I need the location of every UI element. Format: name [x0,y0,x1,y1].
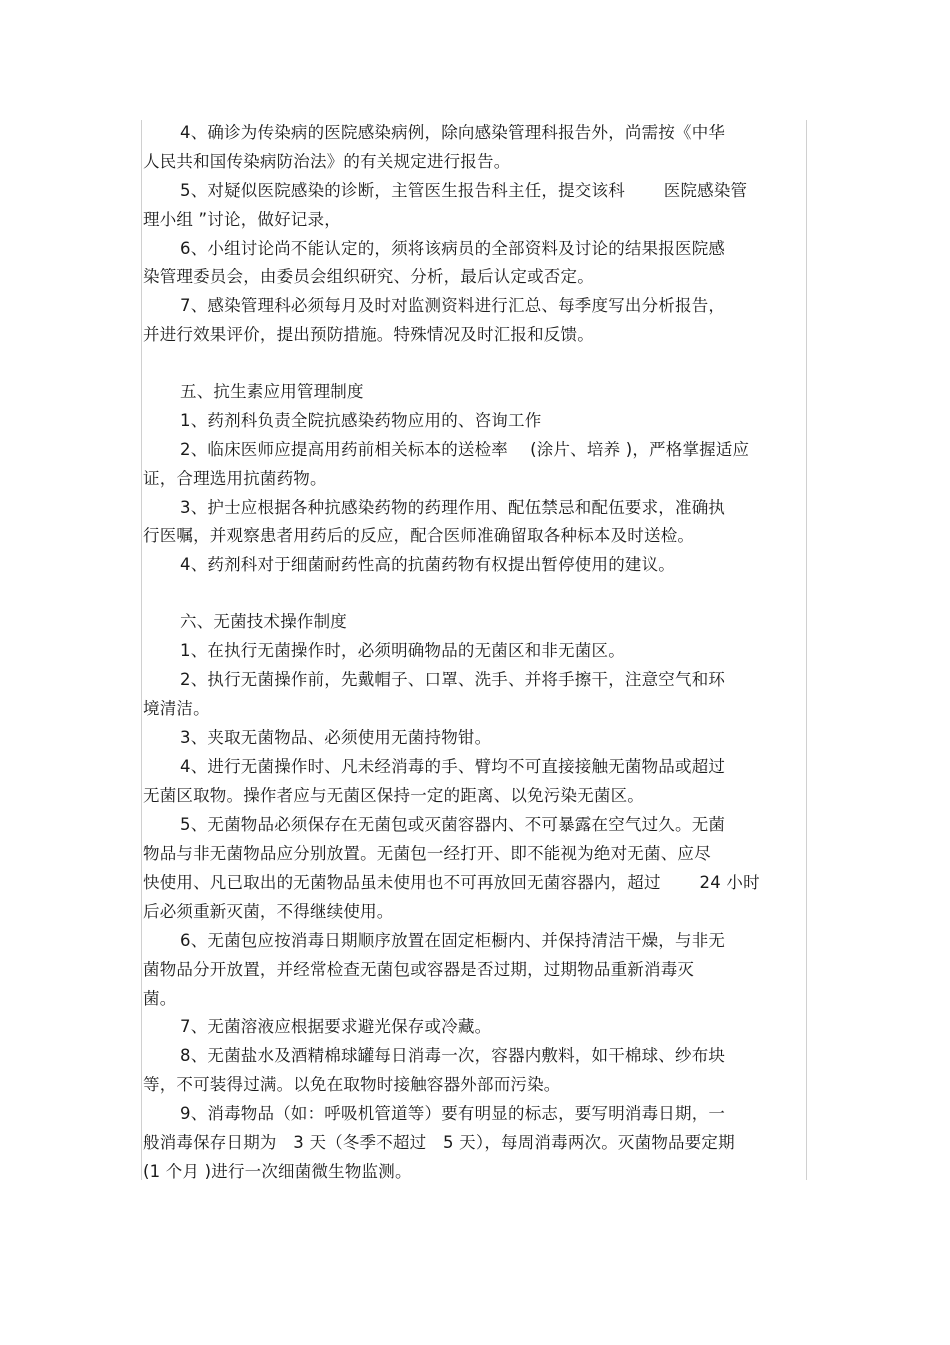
text-line: 理小组 ”讨论，做好记录， [143,210,341,229]
text-line: 7、无菌溶液应根据要求避光保存或冷藏。 [180,1017,492,1036]
text-line: 般消毒保存日期为 3 天（冬季不超过 5 天），每周消毒两次。灭菌物品要定期 [143,1133,735,1152]
page-border-left [141,120,142,1180]
text-line: 人民共和国传染病防治法》的有关规定进行报告。 [143,152,511,171]
text-line: 6、无菌包应按消毒日期顺序放置在固定柜橱内、并保持清洁干燥，与非无 [180,931,726,950]
text-line: 等，不可装得过满。以免在取物时接触容器外部而污染。 [143,1075,561,1094]
text-line: 9、消毒物品（如：呼吸机管道等）要有明显的标志，要写明消毒日期，一 [180,1104,726,1123]
section-heading: 五、抗生素应用管理制度 [180,382,364,401]
page-border-right [806,120,807,1180]
text-line: 后必须重新灭菌，不得继续使用。 [143,902,394,921]
text-line: 3、夹取无菌物品、必须使用无菌持物钳。 [180,728,492,747]
text-line: 境清洁。 [143,699,210,718]
text-line: 证，合理选用抗菌药物。 [143,469,327,488]
text-line: 5、无菌物品必须保存在无菌包或灭菌容器内、不可暴露在空气过久。无菌 [180,815,726,834]
text-line: (1 个月 )进行一次细菌微生物监测。 [143,1162,412,1181]
text-line: 行医嘱，并观察患者用药后的反应，配合医师准确留取各种标本及时送检。 [143,526,695,545]
text-line: 菌。 [143,989,177,1008]
text-line: 8、无菌盐水及酒精棉球罐每日消毒一次，容器内敷料，如干棉球、纱布块 [180,1046,726,1065]
text-line: 1、在执行无菌操作时，必须明确物品的无菌区和非无菌区。 [180,641,625,660]
text-line: 3、护士应根据各种抗感染药物的药理作用、配伍禁忌和配伍要求，准确执 [180,498,726,517]
text-line: 染管理委员会，由委员会组织研究、分析，最后认定或否定。 [143,267,594,286]
section-heading: 六、无菌技术操作制度 [180,612,347,631]
text-line: 4、进行无菌操作时、凡未经消毒的手、臂均不可直接接触无菌物品或超过 [180,757,726,776]
text-line: 4、药剂科对于细菌耐药性高的抗菌药物有权提出暂停使用的建议。 [180,555,675,574]
text-line: 物品与非无菌物品应分别放置。无菌包一经打开、即不能视为绝对无菌、应尽 [143,844,711,863]
text-line: 并进行效果评价，提出预防措施。特殊情况及时汇报和反馈。 [143,325,594,344]
text-line: 5、对疑似医院感染的诊断，主管医生报告科主任，提交该科 医院感染管 [180,181,748,200]
text-line: 2、临床医师应提高用药前相关标本的送检率 (涂片、培养 )，严格掌握适应 [180,440,750,459]
text-line: 7、感染管理科必须每月及时对监测资料进行汇总、每季度写出分析报告， [180,296,726,315]
text-line: 6、小组讨论尚不能认定的，须将该病员的全部资料及讨论的结果报医院感 [180,239,726,258]
text-line: 4、确诊为传染病的医院感染病例，除向感染管理科报告外，尚需按《中华 [180,123,726,142]
text-line: 1、药剂科负责全院抗感染药物应用的、咨询工作 [180,411,542,430]
text-line: 快使用、凡已取出的无菌物品虽未使用也不可再放回无菌容器内，超过 24 小时 [143,873,760,892]
text-line: 菌物品分开放置，并经常检查无菌包或容器是否过期，过期物品重新消毒灭 [143,960,695,979]
text-line: 2、执行无菌操作前，先戴帽子、口罩、洗手、并将手擦干，注意空气和环 [180,670,726,689]
text-line: 无菌区取物。操作者应与无菌区保持一定的距离、以免污染无菌区。 [143,786,644,805]
